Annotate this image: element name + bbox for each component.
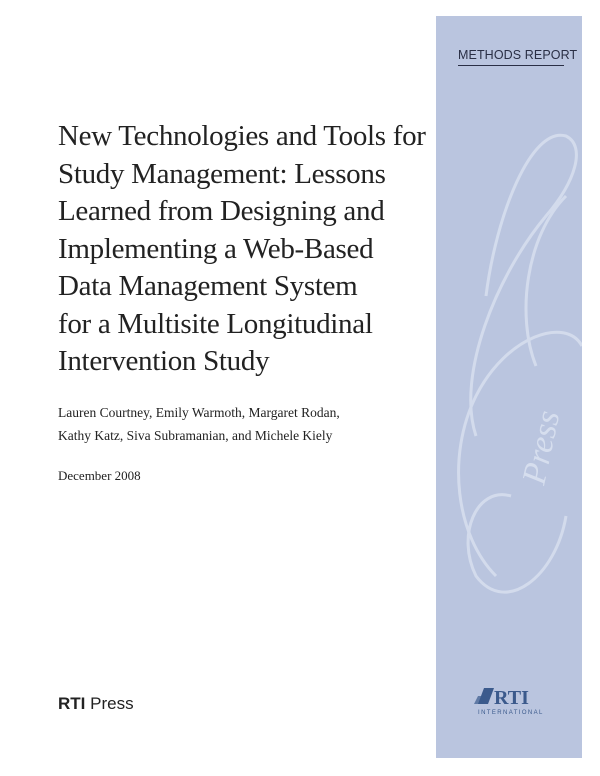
watermark-text: Press — [515, 407, 568, 488]
title-line: Intervention Study — [58, 345, 270, 377]
title-line: for a Multisite Longitudinal — [58, 307, 373, 340]
authors-line: Kathy Katz, Siva Subramanian, and Michele Kiely — [58, 428, 333, 443]
rti-international-logo — [474, 684, 554, 718]
title-line: Learned from Designing and — [58, 195, 385, 227]
title-line: New Technologies and Tools for — [58, 120, 426, 152]
logo-subtext: INTERNATIONAL — [478, 710, 544, 716]
press-watermark — [436, 16, 582, 758]
publication-date: December 2008 — [58, 468, 141, 483]
series-label: METHODS REPORT — [458, 48, 564, 66]
authors — [58, 401, 428, 447]
sidebar-panel — [436, 16, 582, 758]
authors-line: Lauren Courtney, Emily Warmoth, Margaret Rodan, — [58, 405, 340, 420]
document-title — [58, 118, 428, 381]
publisher-name-regular: Press — [85, 694, 134, 713]
title-line: Data Management System — [58, 270, 358, 302]
title-line: Implementing a Web-Based — [58, 232, 374, 265]
title-line: Study Management: Lessons — [58, 157, 386, 190]
logo-text: RTI — [494, 687, 529, 709]
publisher-imprint — [58, 694, 134, 714]
publisher-name-bold: RTI — [58, 694, 86, 713]
